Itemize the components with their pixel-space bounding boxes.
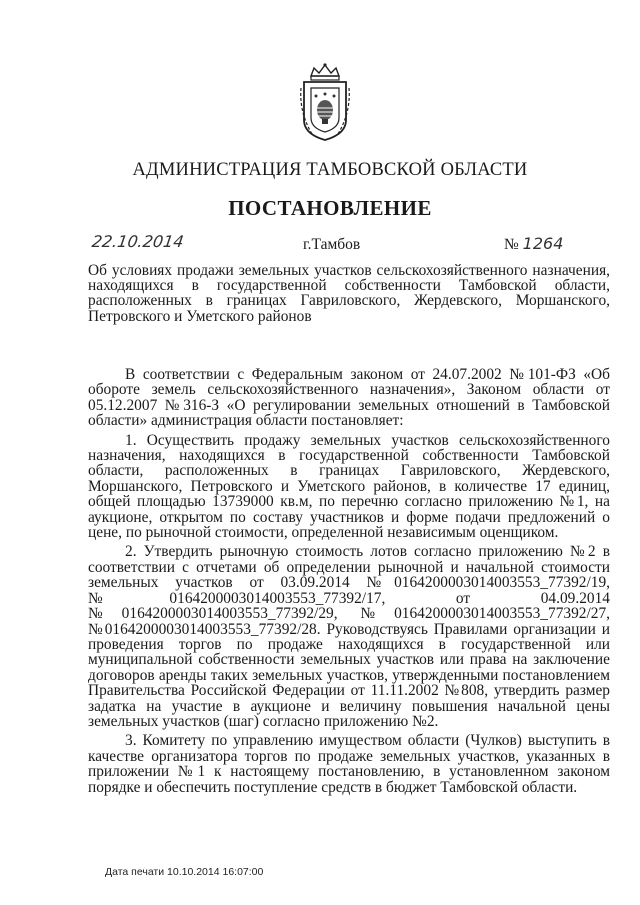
print-date-footer: Дата печати 10.10.2014 16:07:00 bbox=[105, 866, 264, 878]
document-subject: Об условиях продажи земельных участков сельскохозяйственного назначения, находящихся в государственной собственности Тамбовской области, расположенных в границах Гавриловского, Жердевского, Моршанского, Петровского и Уметского районов bbox=[88, 262, 610, 325]
agency-name: АДМИНИСТРАЦИЯ ТАМБОВСКОЙ ОБЛАСТИ bbox=[132, 160, 528, 180]
tambov-coat-of-arms-icon bbox=[298, 62, 352, 142]
document-type-title: ПОСТАНОВЛЕНИЕ bbox=[228, 196, 432, 220]
body-paragraph: В соответствии с Федеральным законом от 24.07.2002 №101-ФЗ «Об обороте земель сельскохозяйственного назначения», Законом области от 05.12.2007 №316-З «О регулировании земельных отношений в Тамбовской области» администрация области постановляет: bbox=[88, 366, 610, 430]
document-body bbox=[88, 367, 610, 799]
body-paragraph: 2. Утвердить рыночную стоимость лотов согласно приложению №2 в соответствии с отчетами об определении рыночной и начальной стоимости земельных участков от 03.09.2014 №0164200003014003553_77392/19, №0164200003014003553_77392/17, от 04.09.2014 №0164200003014003553_77392/29, №0164200003014003553_77392/27, №0164200003014003553_77392/28. Руководствуясь Правилами организации и проведения торгов по продаже находящихся в государственной или муниципальной собственности земельных участков или права на заключение договоров аренды таких земельных участков, утвержденными постановлением Правительства Российской Федерации от 11.11.2002 №808, утвердить размер задатка на участие в аукционе и величину повышения начальной цены земельных участков (шаг) согласно приложению №2. bbox=[88, 543, 610, 730]
document-city: г.Тамбов bbox=[303, 236, 361, 253]
document-date: 22.10.2014 bbox=[90, 232, 185, 251]
document-number-label: № bbox=[504, 236, 519, 253]
body-paragraph: 3. Комитету по управлению имуществом области (Чулков) выступить в качестве организатора торгов по продаже земельных участков, указанных в приложении №1 к настоящему постановлению, в установленном законом порядке и обеспечить поступление средств в бюджет Тамбовской области. bbox=[88, 732, 610, 796]
document-number bbox=[504, 234, 563, 254]
body-paragraph: 1. Осуществить продажу земельных участков сельскохозяйственного назначения, находящихся в государственной собственности Тамбовской области, расположенных в границах Гавриловского, Жердевского, Моршанского, Петровского и Уметского районов, в количестве 17 единиц, общей площадью 13739000 кв.м, по перечню согласно приложению №1, на аукционе, открытом по составу участников и форме подачи предложений о цене, по рыночной стоимости, определенной независимым оценщиком. bbox=[88, 431, 610, 542]
document-number-value: 1264 bbox=[522, 234, 564, 253]
